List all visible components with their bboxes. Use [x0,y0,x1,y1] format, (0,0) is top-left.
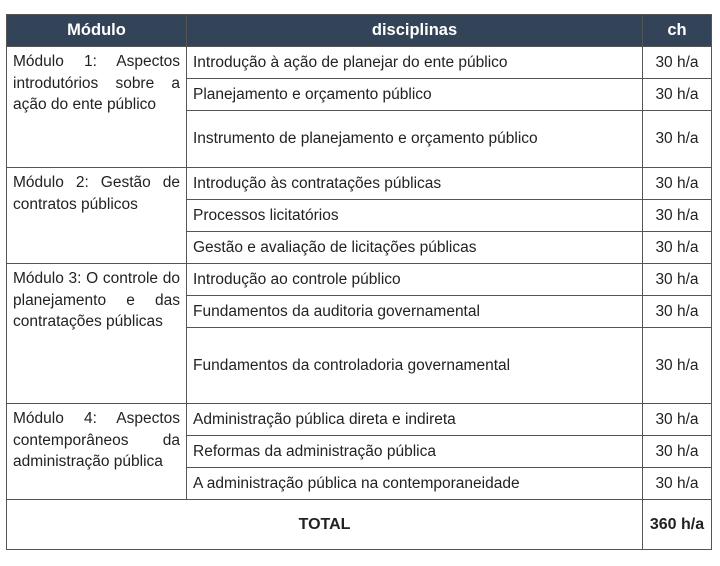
discipline-cell: Introdução às contratações públicas [187,168,643,200]
discipline-cell: Instrumento de planejamento e orçamento público [187,111,643,168]
hours-cell: 30 h/a [643,436,712,468]
hours-cell: 30 h/a [643,264,712,296]
header-disciplines: disciplinas [187,15,643,47]
hours-cell: 30 h/a [643,328,712,404]
table-row [7,168,712,200]
discipline-cell: Administração pública direta e indireta [187,404,643,436]
module-3-name: Módulo 3: O controle do planejamento e das contratações públicas [7,264,187,404]
table-row [7,264,712,296]
hours-cell: 30 h/a [643,232,712,264]
header-row [7,15,712,47]
total-label: TOTAL [7,500,643,550]
discipline-cell: Fundamentos da auditoria governamental [187,296,643,328]
total-row [7,500,712,550]
discipline-cell: A administração pública na contemporaneidade [187,468,643,500]
discipline-cell: Introdução à ação de planejar do ente público [187,47,643,79]
module-4-name: Módulo 4: Aspectos contemporâneos da administração pública [7,404,187,500]
header-module: Módulo [7,15,187,47]
hours-cell: 30 h/a [643,79,712,111]
total-hours: 360 h/a [643,500,712,550]
table-row [7,404,712,436]
discipline-cell: Processos licitatórios [187,200,643,232]
discipline-cell: Planejamento e orçamento público [187,79,643,111]
curriculum-table [6,14,712,550]
module-2-name: Módulo 2: Gestão de contratos públicos [7,168,187,264]
discipline-cell: Fundamentos da controladoria governamental [187,328,643,404]
table-row [7,47,712,79]
hours-cell: 30 h/a [643,468,712,500]
hours-cell: 30 h/a [643,404,712,436]
discipline-cell: Reformas da administração pública [187,436,643,468]
hours-cell: 30 h/a [643,111,712,168]
hours-cell: 30 h/a [643,47,712,79]
hours-cell: 30 h/a [643,168,712,200]
discipline-cell: Gestão e avaliação de licitações públicas [187,232,643,264]
module-1-name: Módulo 1: Aspectos introdutórios sobre a ação do ente público [7,47,187,168]
discipline-cell: Introdução ao controle público [187,264,643,296]
hours-cell: 30 h/a [643,296,712,328]
header-hours: ch [643,15,712,47]
hours-cell: 30 h/a [643,200,712,232]
